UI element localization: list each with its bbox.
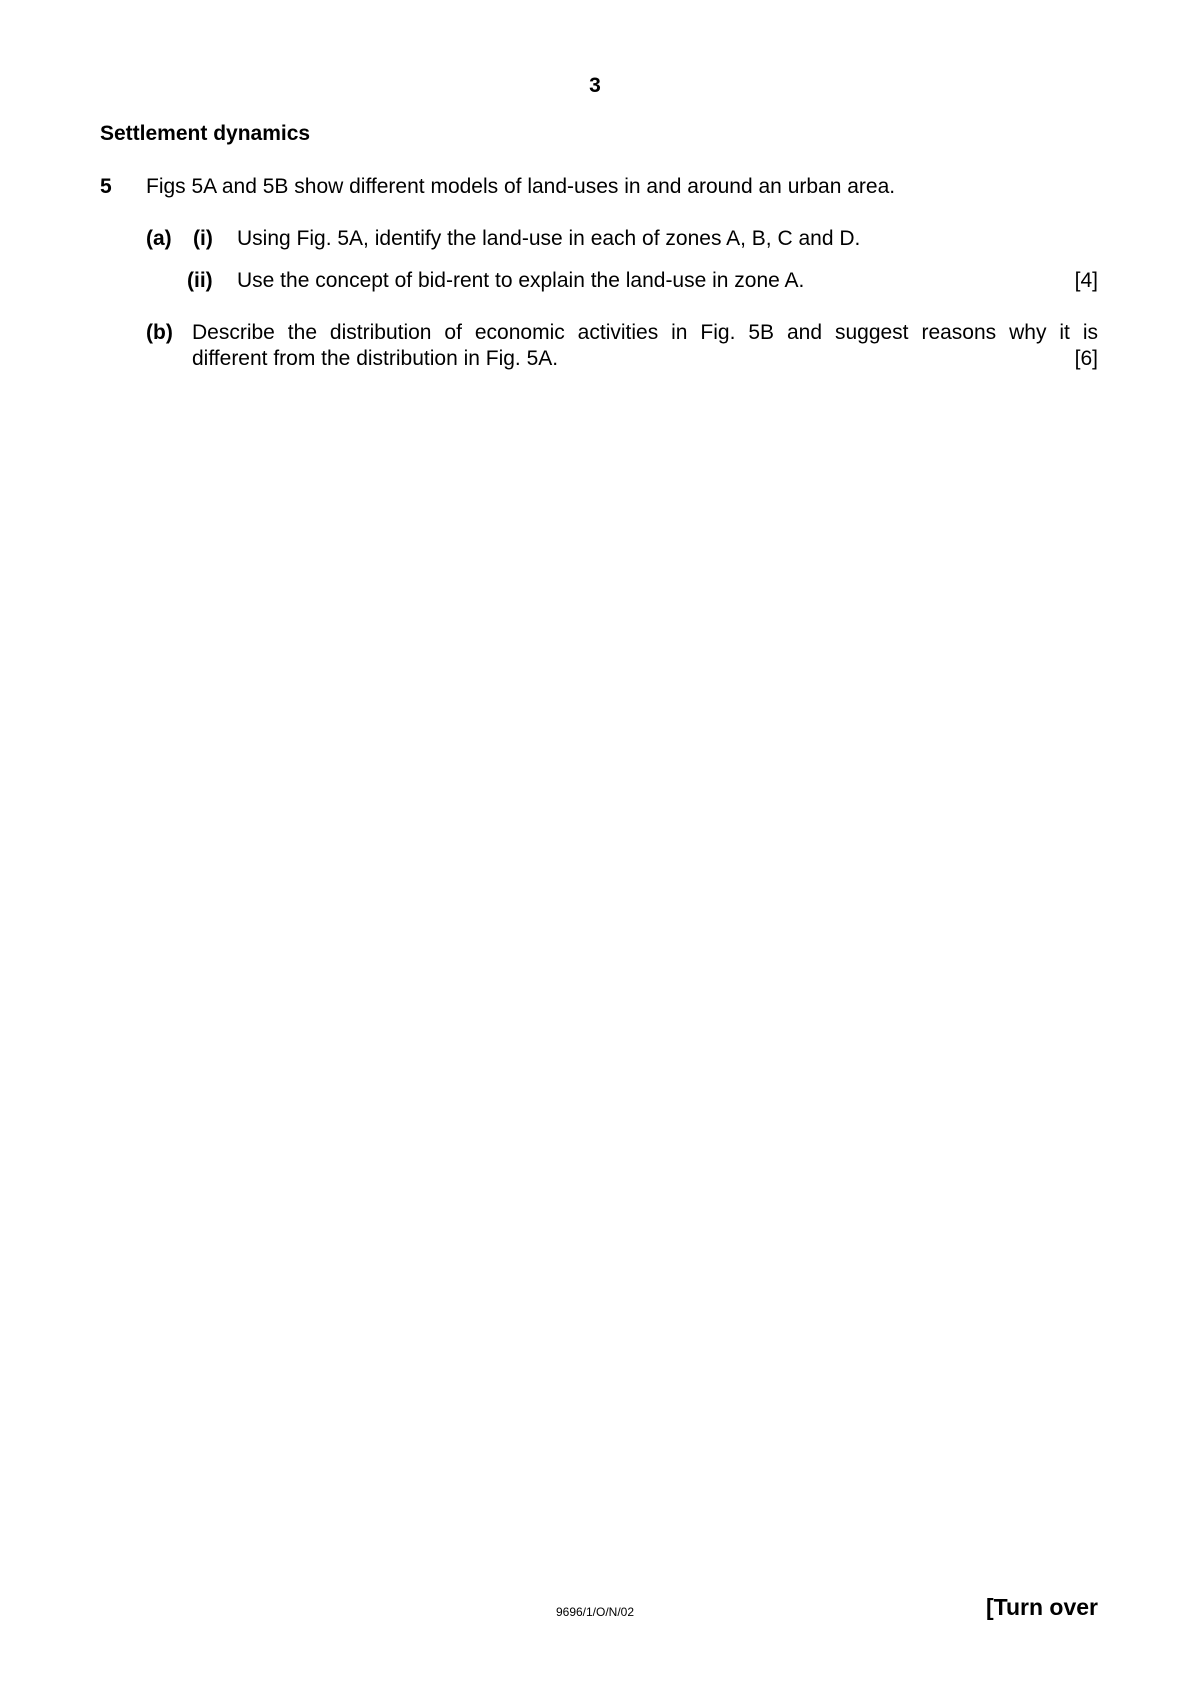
part-a-marks: [4] <box>1074 269 1098 292</box>
part-b-label: (b) <box>146 321 173 344</box>
part-a-ii-text: Use the concept of bid-rent to explain the land-use in zone A. <box>237 269 805 292</box>
section-heading: Settlement dynamics <box>100 122 311 145</box>
paper-code: 9696/1/O/N/02 <box>555 1605 635 1619</box>
part-b-text-line2: different from the distribution in Fig. 5A. <box>192 347 559 370</box>
turn-over-label: [Turn over <box>985 1594 1098 1620</box>
part-a-i-text: Using Fig. 5A, identify the land-use in each of zones A, B, C and D. <box>237 227 861 250</box>
part-b-marks: [6] <box>1074 347 1098 370</box>
part-a-label: (a) <box>146 227 172 250</box>
part-a-ii-label: (ii) <box>187 269 213 292</box>
part-b-text-line1: Describe the distribution of economic activities in Fig. 5B and suggest reasons why it is <box>192 321 1098 344</box>
page-number: 3 <box>589 74 601 97</box>
question-number: 5 <box>100 175 112 198</box>
part-a-i-label: (i) <box>193 227 213 250</box>
question-text: Figs 5A and 5B show different models of land-uses in and around an urban area. <box>146 175 896 198</box>
